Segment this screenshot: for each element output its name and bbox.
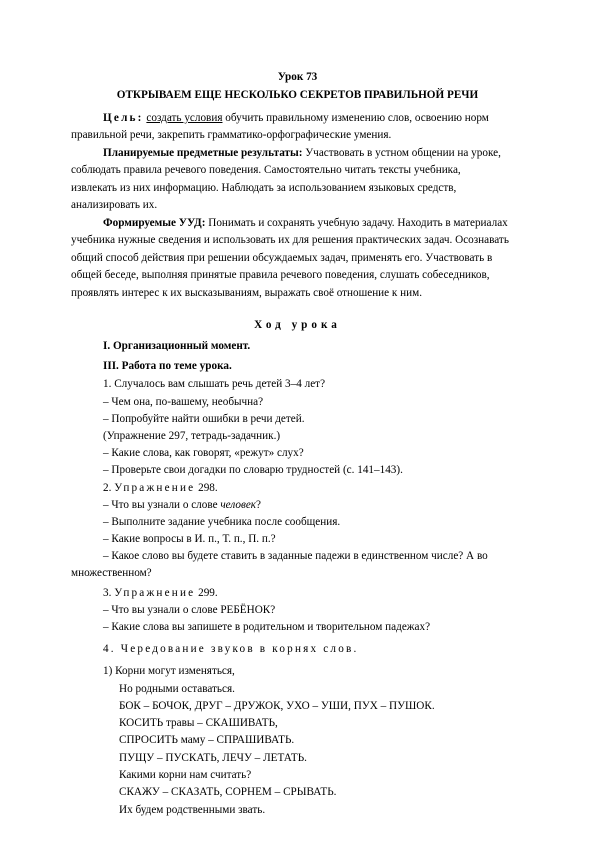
goal-line-2: правильной речи, закрепить грамматико-орфографические умения. [71, 129, 392, 141]
planned-results-label: Планируемые предметные результаты: [103, 147, 303, 159]
exercise-298-number: 298. [195, 482, 218, 494]
exercise-298-line-1-post: ? [256, 499, 261, 511]
q1-line-2: – Попробуйте найти ошибки в речи детей. [103, 413, 305, 425]
uud-label: Формируемые УУД: [103, 217, 206, 229]
uud-line-3: общий способ действия при решении обсуждаемых задач, применять его. Участвовать в [71, 252, 493, 264]
goal-text: обучить правильному изменению слов, освоению норм [222, 112, 489, 124]
exercise-299-number: 299. [195, 587, 218, 599]
exercise-298-line-4a: – Какое слово вы будете ставить в заданные падежи в единственном числе? А во [103, 550, 488, 562]
exercise-298-line-2: – Выполните задание учебника после сообщения. [103, 516, 341, 528]
planned-results-line-3: извлекать из них информацию. Наблюдать за использованием языковых средств, [71, 182, 457, 194]
uud-text: Понимать и сохранять учебную задачу. Находить в материалах [205, 217, 508, 229]
uud-line-4: общей беседе, выполняя принятые правила речевого поведения, слушать собеседников, [71, 269, 490, 281]
lesson-title: ОТКРЫВАЕМ ЕЩЕ НЕСКОЛЬКО СЕКРЕТОВ ПРАВИЛЬНОЙ РЕЧИ [116, 89, 479, 101]
poem-line-9: Их будем родственными звать. [119, 804, 266, 816]
q1-line-5: – Проверьте свои догадки по словарю трудностей (с. 141–143). [103, 464, 403, 476]
exercise-299-word: Упражнение [114, 587, 196, 599]
poem-line-2: Но родными оставаться. [119, 683, 235, 695]
uud-line-2: учебника нужные сведения и использовать их для решения практических задач. Осознавать [71, 234, 509, 246]
poem-line-8: СКАЖУ – СКАЗАТЬ, СОРНЕМ – СРЫВАТЬ. [119, 786, 337, 798]
goal-underlined: создать условия [146, 112, 223, 124]
goal-label: Цель: [103, 112, 144, 124]
q1-line-1: – Чем она, по-вашему, необычна? [103, 396, 264, 408]
exercise-299-line-1: – Что вы узнали о слове РЕБЁНОК? [103, 604, 276, 616]
planned-results-line-2: соблюдать правила речевого поведения. Самостоятельно читать тексты учебника, [71, 164, 461, 176]
exercise-298-title [103, 481, 218, 495]
exercise-298-line-1-pre: – Что вы узнали о слове [103, 499, 221, 511]
exercise-298-word-chelovek: человек [220, 499, 257, 511]
q1-line-3: (Упражнение 297, тетрадь-задачник.) [103, 430, 281, 442]
course-heading: Ход урока [254, 319, 341, 331]
exercise-298-line-4b: множественном? [71, 567, 152, 579]
exercise-299-num: 3. [103, 587, 115, 599]
poem-line-7: Какими корни нам считать? [119, 769, 252, 781]
alternation-heading: 4. Чередование звуков в корнях слов. [103, 643, 359, 655]
goal-line-1 [103, 111, 553, 125]
exercise-298-num: 2. [103, 482, 115, 494]
planned-results-text: Участвовать в устном общении на уроке, [302, 147, 501, 159]
poem-line-5: СПРОСИТЬ маму – СПРАШИВАТЬ. [119, 734, 295, 746]
uud-line-5: проявлять интерес к их высказываниям, выражать своё отношение к ним. [71, 287, 423, 299]
poem-line-1: 1) Корни могут изменяться, [103, 665, 235, 677]
exercise-299-line-2: – Какие слова вы запишете в родительном и творительном падежах? [103, 621, 431, 633]
section-3: III. Работа по теме урока. [103, 360, 232, 372]
q1-line-4: – Какие слова, как говорят, «режут» слух? [103, 447, 304, 459]
planned-results-line-4: анализировать их. [71, 199, 158, 211]
poem-line-4: КОСИТЬ травы – СКАШИВАТЬ, [119, 717, 278, 729]
exercise-299-title [103, 586, 218, 600]
planned-results-line-1 [103, 146, 501, 160]
section-1: I. Организационный момент. [103, 340, 251, 352]
exercise-298-line-1 [103, 498, 261, 512]
lesson-number: Урок 73 [277, 71, 318, 83]
exercise-298-word: Упражнение [114, 482, 196, 494]
uud-line-1 [103, 216, 508, 230]
exercise-298-line-3: – Какие вопросы в И. п., Т. п., П. п.? [103, 533, 276, 545]
poem-line-3: БОК – БОЧОК, ДРУГ – ДРУЖОК, УХО – УШИ, ПУХ – ПУШОК. [119, 700, 435, 712]
poem-line-6: ПУЩУ – ПУСКАТЬ, ЛЕЧУ – ЛЕТАТЬ. [119, 752, 307, 764]
q1-title: 1. Случалось вам слышать речь детей 3–4 лет? [103, 378, 326, 390]
